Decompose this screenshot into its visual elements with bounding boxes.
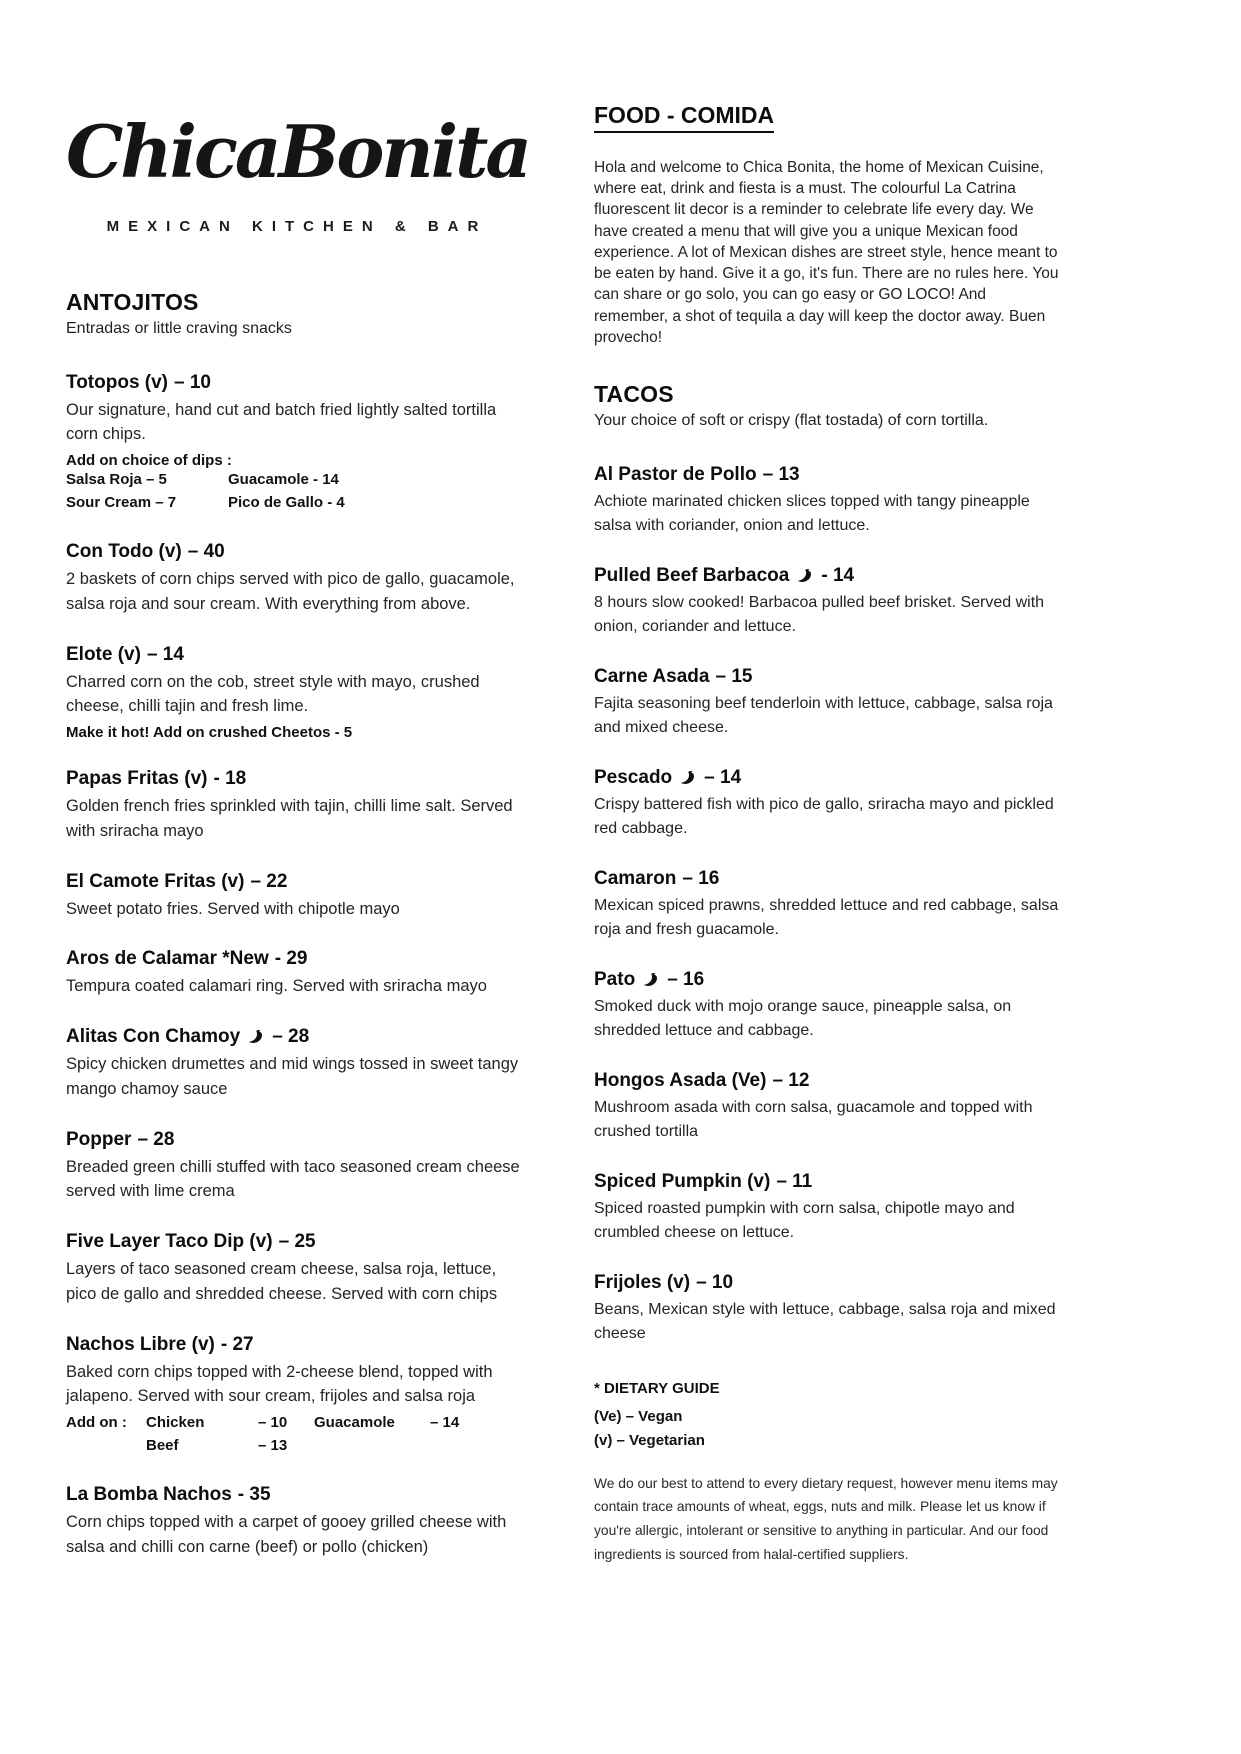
item-description: Achiote marinated chicken slices topped with tangy pineapple salsa with coriander, onion and lettuce.	[594, 493, 1030, 535]
addon-title: Add on choice of dips :	[66, 452, 232, 470]
menu-item-nachos-libre	[66, 1334, 528, 1458]
item-price: – 12	[772, 1070, 810, 1092]
item-name: Nachos Libre (v) - 27	[66, 1333, 254, 1355]
item-name: Con Todo (v) – 40	[66, 541, 225, 563]
item-price: – 10	[174, 371, 211, 393]
menu-item-frijoles	[594, 1272, 1064, 1346]
item-price: – 10	[696, 1272, 734, 1294]
item-name: Carne Asada – 15	[594, 666, 753, 688]
item-name: Alitas Con Chamoy – 28	[66, 1026, 310, 1048]
item-description: Layers of taco seasoned cream cheese, salsa roja, lettuce, pico de gallo and shredded cheese. Served with corn chips	[66, 1260, 498, 1303]
item-price: – 28	[272, 1026, 310, 1048]
right-column	[594, 10, 1064, 1567]
item-name: Hongos Asada (Ve) – 12	[594, 1070, 810, 1092]
dietary-vegetarian-line: (v) – Vegetarian	[594, 1432, 705, 1450]
item-name: La Bomba Nachos - 35	[66, 1484, 271, 1506]
antojitos-section-title: ANTOJITOS	[66, 288, 199, 315]
dietary-guide	[594, 1380, 1064, 1454]
food-section-header	[594, 10, 1064, 133]
item-description: Spiced roasted pumpkin with corn salsa, chipotle mayo and crumbled cheese on lettuce.	[594, 1200, 1015, 1242]
item-price: – 14	[704, 767, 742, 789]
tacos-section-title: TACOS	[594, 381, 674, 408]
menu-item-alitas-con-chamoy	[66, 1026, 528, 1102]
item-description: Charred corn on the cob, street style with mayo, crushed cheese, chilli tajin and fresh lime.	[66, 672, 480, 716]
chilli-icon	[680, 770, 696, 786]
item-name: Pato – 16	[594, 969, 705, 991]
item-price: - 29	[274, 948, 308, 970]
item-price: - 35	[237, 1484, 271, 1506]
item-description: Golden french fries sprinkled with tajin, chilli lime salt. Served with sriracha mayo	[66, 797, 513, 840]
menu-item-five-layer-taco-dip	[66, 1231, 528, 1307]
dietary-guide-title: * DIETARY GUIDE	[594, 1380, 720, 1398]
menu-item-spiced-pumpkin	[594, 1171, 1064, 1245]
item-name: Papas Fritas (v) - 18	[66, 768, 247, 790]
menu-item-hongos-asada	[594, 1070, 1064, 1144]
item-price: – 16	[667, 969, 705, 991]
menu-item-aros-de-calamar	[66, 948, 528, 999]
item-price: - 27	[220, 1333, 254, 1355]
item-name: Aros de Calamar *New - 29	[66, 948, 308, 970]
item-name: Pulled Beef Barbacoa - 14	[594, 565, 855, 587]
dietary-vegan-line: (Ve) – Vegan	[594, 1408, 683, 1426]
allergen-disclaimer: We do our best to attend to every dietary request, however menu items may contain trace amounts of wheat, eggs, nuts and milk. Please let us know if you're allergic, intolerant or sensitive to anything in particular. And our food ingredients is sourced from halal-certified suppliers.	[594, 1475, 1058, 1562]
chilli-icon	[643, 972, 659, 988]
item-name: Frijoles (v) – 10	[594, 1272, 734, 1294]
menu-item-popper	[66, 1129, 528, 1205]
menu-item-elote	[66, 644, 528, 742]
chilli-icon	[797, 568, 813, 584]
menu-item-pulled-beef-barbacoa	[594, 565, 1064, 639]
item-description: Corn chips topped with a carpet of gooey grilled cheese with salsa and chilli con carne (beef) or pollo (chicken)	[66, 1513, 507, 1556]
item-description: Smoked duck with mojo orange sauce, pineapple salsa, on shredded lettuce and cabbage.	[594, 998, 1012, 1040]
item-price: – 14	[146, 643, 184, 665]
chilli-icon	[248, 1029, 264, 1045]
item-name: Five Layer Taco Dip (v) – 25	[66, 1231, 316, 1253]
item-description: Tempura coated calamari ring. Served with sriracha mayo	[66, 977, 487, 996]
item-price: – 16	[682, 868, 720, 890]
menu-item-carne-asada	[594, 666, 1064, 740]
item-description: 8 hours slow cooked! Barbacoa pulled beef brisket. Served with onion, coriander and lettuce.	[594, 594, 1045, 636]
item-description: Mexican spiced prawns, shredded lettuce and red cabbage, salsa roja and fresh guacamole.	[594, 897, 1059, 939]
item-description: Crispy battered fish with pico de gallo, sriracha mayo and pickled red cabbage.	[594, 796, 1054, 838]
item-description: 2 baskets of corn chips served with pico de gallo, guacamole, salsa roja and sour cream. With everything from above.	[66, 570, 515, 613]
menu-item-totopos	[66, 372, 528, 515]
tacos-section-subtitle: Your choice of soft or crispy (flat tostada) of corn tortilla.	[594, 412, 989, 430]
item-note: Make it hot! Add on crushed Cheetos - 5	[66, 724, 353, 742]
restaurant-logo	[66, 96, 528, 235]
menu-item-pato	[594, 969, 1064, 1043]
item-name: Popper – 28	[66, 1128, 175, 1150]
item-description: Spicy chicken drumettes and mid wings tossed in sweet tangy mango chamoy sauce	[66, 1055, 519, 1098]
dips-price-list: Salsa Roja – 5 Guacamole - 14 Sour Cream – 7 Pico de Gallo - 4	[66, 471, 345, 511]
menu-item-al-pastor-de-pollo	[594, 464, 1064, 538]
food-section-title: FOOD - COMIDA	[594, 102, 774, 133]
item-price: – 22	[250, 870, 288, 892]
logo-wordmark: ChicaBonita	[66, 109, 529, 194]
menu-item-pescado	[594, 767, 1064, 841]
menu-item-la-bomba-nachos	[66, 1484, 528, 1560]
item-description: Beans, Mexican style with lettuce, cabbage, salsa roja and mixed cheese	[594, 1301, 1056, 1343]
logo-tagline: MEXICAN KITCHEN & BAR	[106, 217, 488, 235]
welcome-paragraph: Hola and welcome to Chica Bonita, the home of Mexican Cuisine, where eat, drink and fiesta is a must. The colourful La Catrina fluorescent lit decor is a reminder to celebrate life every day. We have created a menu that will give you a unique Mexican food experience. A lot of Mexican dishes are street style, hence meant to be eaten by hand. Give it a go, it's fun. There are no rules here. You can share or go solo, you can go easy or GO LOCO! And remember, a shot of tequila a day will keep the doctor away. Buen provecho!	[594, 159, 1059, 346]
item-description: Fajita seasoning beef tenderloin with lettuce, cabbage, salsa roja and mixed cheese.	[594, 695, 1053, 737]
item-name: El Camote Fritas (v) – 22	[66, 870, 288, 892]
item-name: Al Pastor de Pollo – 13	[594, 464, 800, 486]
item-description: Sweet potato fries. Served with chipotle mayo	[66, 899, 400, 918]
item-name: Pescado – 14	[594, 767, 742, 789]
menu-item-papas-fritas	[66, 768, 528, 844]
item-price: – 25	[278, 1231, 316, 1253]
item-price: – 40	[187, 541, 225, 563]
item-name: Spiced Pumpkin (v) – 11	[594, 1171, 813, 1193]
menu-item-camaron	[594, 868, 1064, 942]
antojitos-section-subtitle: Entradas or little craving snacks	[66, 319, 292, 337]
item-price: – 13	[762, 464, 800, 486]
tacos-section-header	[594, 381, 1064, 430]
item-price: - 18	[213, 768, 247, 790]
item-description: Baked corn chips topped with 2-cheese blend, topped with jalapeno. Served with sour cream, frijoles and salsa roja	[66, 1362, 493, 1406]
item-description: Mushroom asada with corn salsa, guacamole and topped with crushed tortilla	[594, 1099, 1033, 1141]
menu-item-con-todo	[66, 541, 528, 617]
item-price: - 14	[821, 565, 855, 587]
item-price: – 28	[137, 1128, 175, 1150]
item-name: Totopos (v) – 10	[66, 371, 211, 393]
item-description: Breaded green chilli stuffed with taco seasoned cream cheese served with lime crema	[66, 1157, 520, 1201]
item-price: – 11	[776, 1171, 813, 1193]
addon-price-list: Add on : Chicken – 10 Guacamole – 14 Beef – 13	[66, 1414, 460, 1454]
item-price: – 15	[715, 666, 753, 688]
item-name: Elote (v) – 14	[66, 643, 184, 665]
item-name: Camaron – 16	[594, 868, 720, 890]
menu-item-el-camote	[66, 871, 528, 922]
left-column	[66, 96, 528, 1587]
item-description: Our signature, hand cut and batch fried lightly salted tortilla corn chips.	[66, 400, 497, 444]
